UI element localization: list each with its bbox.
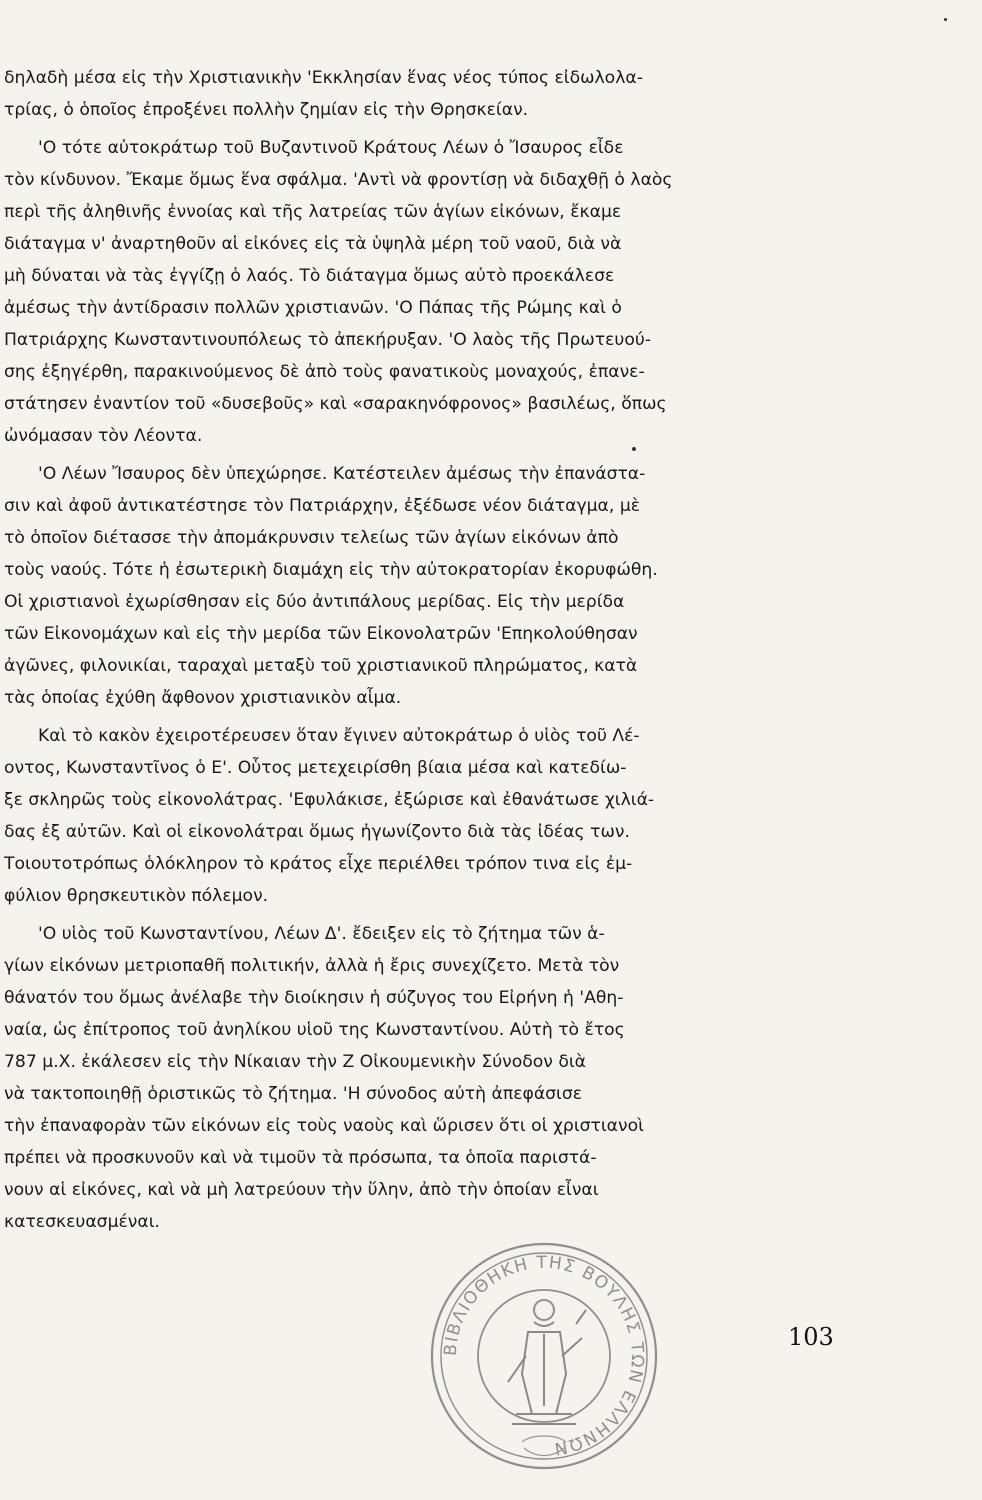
text-line: τοὺς ναούς. Τότε ἡ ἐσωτερικὴ διαμάχη εἰς τὴν αὐτοκρατορίαν ἐκορυφώθη. (4, 560, 658, 580)
text-line: τὸν κίνδυνον. Ἔκαμε ὅμως ἕνα σφάλμα. 'Αντὶ νὰ φροντίσῃ νὰ διδαχθῇ ὁ λαὸς (4, 170, 673, 190)
text-line: τὸ ὁποῖον διέτασσε τὴν ἀπομάκρυνσιν τελείως τῶν ἁγίων εἰκόνων ἀπὸ (4, 528, 619, 548)
text-line: δας ἐξ αὐτῶν. Καὶ οἱ εἰκονολάτραι ὅμως ἠγωνίζοντο διὰ τὰς ἰδέας των. (4, 822, 630, 842)
text-line: διάταγμα ν' ἀναρτηθοῦν αἱ εἰκόνες εἰς τὰ ὑψηλὰ μέρη τοῦ ναοῦ, διὰ νὰ (4, 234, 622, 254)
text-line: ναία, ὡς ἐπίτροπος τοῦ ἀνηλίκου υἱοῦ της Κωνσταντίνου. Αὐτὴ τὸ ἔτος (4, 1020, 625, 1040)
text-line: σιν καὶ ἀφοῦ ἀντικατέστησε τὸν Πατριάρχην, ἐξέδωσε νέον διάταγμα, μὲ (4, 496, 641, 516)
text-line: σης ἐξηγέρθη, παρακινούμενος δὲ ἀπὸ τοὺς φανατικοὺς μοναχούς, ἐπανε- (4, 362, 645, 382)
text-line: φύλιον θρησκευτικὸν πόλεμον. (4, 886, 269, 906)
text-line: Οἱ χριστιανοὶ ἐχωρίσθησαν εἰς δύο ἀντιπάλους μερίδας. Εἰς τὴν μερίδα (4, 592, 625, 612)
text-line: γίων εἰκόνων μετριοπαθῆ πολιτικήν, ἀλλὰ ἡ ἔρις συνεχίζετο. Μετὰ τὸν (4, 956, 620, 976)
text-line: ξε σκληρῶς τοὺς εἰκονολάτρας. 'Εφυλάκισε, ἐξώρισε καὶ ἐθανάτωσε χιλιά- (4, 790, 655, 810)
text-line: νὰ τακτοποιηθῇ ὁριστικῶς τὸ ζήτημα. 'Η σύνοδος αὐτὴ ἀπεφάσισε (4, 1084, 583, 1104)
athena-figure-icon (508, 1300, 586, 1424)
text-line: 'Ο τότε αὐτοκράτωρ τοῦ Βυζαντινοῦ Κράτους Λέων ὁ Ἴσαυρος εἶδε (38, 138, 624, 158)
text-line: νουν αἱ εἰκόνες, καὶ νὰ μὴ λατρεύουν τὴν ὕλην, ἀπὸ τὴν ὁποίαν εἶναι (4, 1180, 599, 1200)
body-text (0, 62, 842, 1238)
text-line: οντος, Κωνσταντῖνος ὁ Ε'. Οὗτος μετεχειρίσθη βίαια μέσα καὶ κατεδίω- (4, 758, 627, 778)
text-line: πρέπει νὰ προσκυνοῦν καὶ νὰ τιμοῦν τὰ πρόσωπα, τα ὁποῖα παριστά- (4, 1148, 597, 1168)
text-line: τὴν ἐπαναφορὰν τῶν εἰκόνων εἰς τοὺς ναοὺς καὶ ὥρισεν ὅτι οἱ χριστιανοὶ (4, 1116, 644, 1136)
text-line: ἀγῶνες, φιλονικίαι, ταραχαὶ μεταξὺ τοῦ χριστιανικοῦ πληρώματος, κατὰ (4, 656, 638, 676)
text-line: Τοιουτοτρόπως ὁλόκληρον τὸ κράτος εἶχε περιέλθει τρόπον τινα εἰς ἐμ- (4, 854, 633, 874)
library-stamp (426, 1238, 662, 1474)
text-line: Καὶ τὸ κακὸν ἐχειροτέρευσεν ὅταν ἔγινεν αὐτοκράτωρ ὁ υἱὸς τοῦ Λέ- (38, 726, 640, 746)
text-line: δηλαδὴ μέσα εἰς τὴν Χριστιανικὴν 'Εκκλησίαν ἕνας νέος τύπος εἰδωλολα- (4, 68, 643, 88)
text-line: ἀμέσως τὴν ἀντίδρασιν πολλῶν χριστιανῶν. 'Ο Πάπας τῆς Ρώμης καὶ ὁ (4, 298, 622, 318)
text-line: τρίας, ὁ ὁποῖος ἐπροξένει πολλὴν ζημίαν εἰς τὴν Θρησκείαν. (4, 100, 529, 120)
text-line: 'Ο υἱὸς τοῦ Κωνσταντίνου, Λέων Δ'. ἔδειξεν εἰς τὸ ζήτημα τῶν ἁ- (38, 924, 605, 944)
print-speck (944, 18, 947, 21)
text-line: μὴ δύναται νὰ τὰς ἐγγίζῃ ὁ λαός. Τὸ διάταγμα ὅμως αὐτὸ προεκάλεσε (4, 266, 615, 286)
text-line: τῶν Εἰκονομάχων καὶ εἰς τὴν μερίδα τῶν Εἰκονολατρῶν 'Επηκολούθησαν (4, 624, 638, 644)
stamp-text: ΒΙΒΛΙΟΘΗΚΗ ΤΗΣ ΒΟΥΛΗΣ ΤΩΝ ΕΛΛΗΝΩΝ (440, 1252, 648, 1459)
text-line: περὶ τῆς ἀληθινῆς ἐννοίας καὶ τῆς λατρείας τῶν ἁγίων εἰκόνων, ἔκαμε (4, 202, 622, 222)
page-number: 103 (788, 1323, 834, 1351)
text-line: 787 μ.Χ. ἐκάλεσεν εἰς τὴν Νίκαιαν τὴν Ζ Οἰκουμενικὴν Σύνοδον διὰ (4, 1052, 587, 1072)
text-line: τὰς ὁποίας ἐχύθη ἄφθονον χριστιανικὸν αἷμα. (4, 688, 402, 708)
text-line: κατεσκευασμέναι. (4, 1212, 161, 1232)
text-line: Πατριάρχης Κωνσταντινουπόλεως τὸ ἀπεκήρυξαν. 'Ο λαὸς τῆς Πρωτευού- (4, 330, 652, 350)
print-speck (632, 447, 636, 451)
text-line: θάνατόν του ὅμως ἀνέλαβε τὴν διοίκησιν ἡ σύζυγος του Εἰρήνη ἡ 'Αθη- (4, 988, 624, 1008)
text-line: 'Ο Λέων Ἴσαυρος δὲν ὑπεχώρησε. Κατέστειλεν ἀμέσως τὴν ἐπανάστα- (38, 464, 646, 484)
text-line: ὠνόμασαν τὸν Λέοντα. (4, 426, 203, 446)
text-line: στάτησεν ἐναντίον τοῦ «δυσεβοῦς» καὶ «σαρακηνόφρονος» βασιλέως, ὅπως (4, 394, 667, 414)
